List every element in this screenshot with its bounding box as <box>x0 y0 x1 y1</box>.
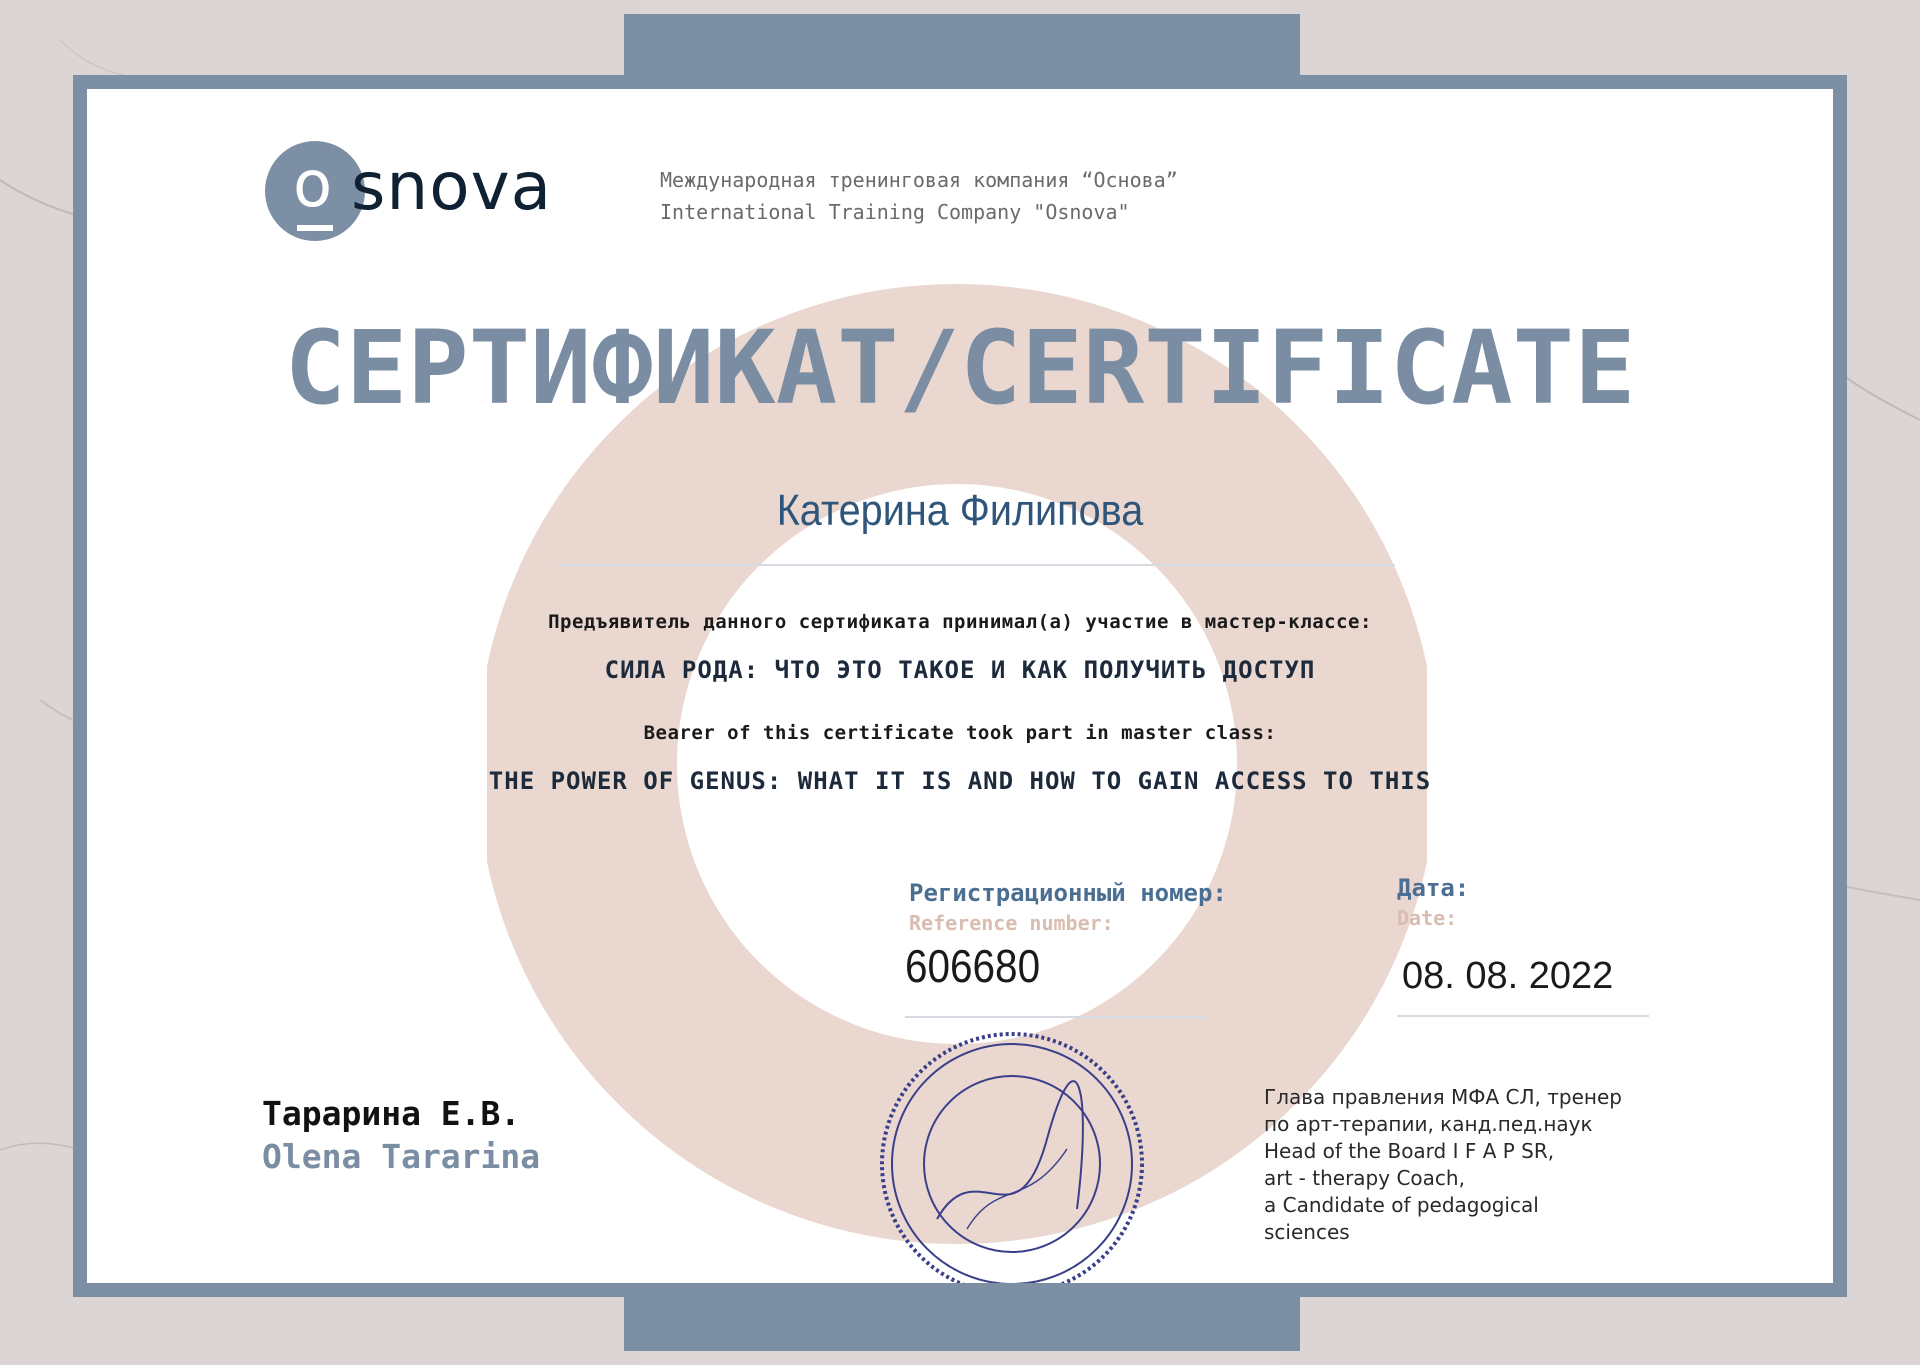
title-line: по арт-терапии, канд.пед.наук <box>1264 1112 1593 1136</box>
signatory-name-en: Olena Tararina <box>262 1137 541 1176</box>
logo-o-glyph: o <box>293 148 333 222</box>
title-line: Head of the Board I F A P SR, <box>1264 1139 1555 1163</box>
reference-label-ru: Регистрационный номер: <box>909 879 1227 907</box>
title-line: Глава правления МФА СЛ, тренер <box>1264 1085 1622 1109</box>
class-title-en: THE POWER OF GENUS: WHAT IT IS AND HOW TO GAIN ACCESS TO THIS <box>488 767 1432 795</box>
title-line: art - therapy Coach, <box>1264 1166 1465 1190</box>
class-title-ru: СИЛА РОДА: ЧТО ЭТО ТАКОЕ И КАК ПОЛУЧИТЬ ДОСТУП <box>604 656 1316 684</box>
company-line-ru: Международная тренинговая компания “Основа” <box>660 168 1178 192</box>
reference-label-en: Reference number: <box>909 911 1114 935</box>
date-label-en: Date: <box>1397 906 1458 930</box>
date-label-ru: Дата: <box>1397 874 1470 902</box>
title-line: sciences <box>1264 1220 1350 1244</box>
intro-en: Bearer of this certificate took part in master class: <box>643 722 1277 744</box>
signatory-name-ru: Тарарина Е.В. <box>262 1094 521 1133</box>
company-line-en: International Training Company "Osnova" <box>660 200 1130 224</box>
reference-underline <box>905 1016 1205 1018</box>
company-description <box>660 164 1178 228</box>
reference-number: 606680 <box>905 940 1041 992</box>
recipient-name: Катерина Филипова <box>776 486 1144 535</box>
signatory-title <box>1264 1084 1622 1246</box>
name-underline <box>557 564 1395 566</box>
intro-ru: Предъявитель данного сертификата принимал(а) участие в мастер-классе: <box>548 611 1372 633</box>
logo-underline <box>297 225 333 231</box>
osnova-logo <box>265 141 605 241</box>
certificate-page <box>87 89 1833 1283</box>
date-underline <box>1397 1015 1649 1017</box>
date-value: 08. 08. 2022 <box>1402 955 1614 997</box>
logo-wordmark: snova <box>351 148 553 225</box>
title-line: a Candidate of pedagogical <box>1264 1193 1539 1217</box>
official-stamp <box>877 1029 1147 1283</box>
certificate-title: СЕРТИФИКАТ/CERTIFICATE <box>284 309 1636 428</box>
